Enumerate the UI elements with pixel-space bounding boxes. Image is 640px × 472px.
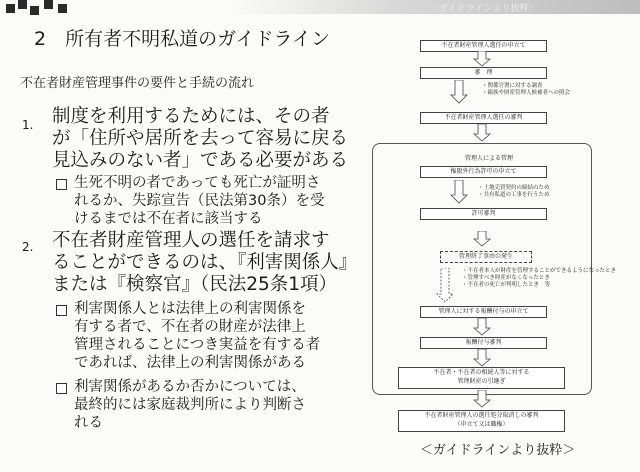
- flow-arrow-icon: [450, 80, 468, 104]
- flow-arrow-icon: [473, 124, 491, 142]
- header-band-text: 〈ガイドラインより抜粋〉: [430, 4, 538, 14]
- figure-caption: ＜ガイドラインより抜粋＞: [420, 443, 576, 458]
- item-number: 2.: [22, 240, 34, 254]
- flow-arrow-icon: [436, 268, 454, 304]
- flow-step-termination-event: 管理終了事由の発生: [440, 251, 532, 263]
- sub-item-text: 利害関係があるか否かについては、 最終的には家庭裁判所により判断さ れる: [74, 379, 306, 431]
- page-title: 2 所有者不明私道のガイドライン: [34, 28, 330, 50]
- flow-step-revocation: 不在者財産管理人の選任処分取消しの審判 （申立て又は職権）: [398, 410, 565, 432]
- item-number: 1.: [22, 118, 34, 132]
- flow-step-review: 審 理: [420, 67, 547, 79]
- flow-step-application: 不在者財産管理人選任の申立て: [420, 40, 547, 52]
- item-text: 制度を利用するためには、その者 が「住所や居所を去って容易に戻る 見込みのない者」である必要がある: [52, 106, 349, 171]
- flow-arrow-icon: [473, 349, 491, 367]
- flow-arrow-icon: [450, 180, 468, 204]
- flow-group-label: 管理人による管理: [465, 155, 514, 162]
- flow-step-fee-granted: 報酬付与審判: [420, 337, 547, 349]
- flow-step-permission-granted: 許可審判: [420, 208, 547, 220]
- flow-arrow-icon: [473, 318, 491, 336]
- checkbox-bullet: [56, 305, 67, 316]
- checkbox-bullet: [56, 179, 67, 190]
- flow-step-permission-request: 権限外行為許可の申立て: [420, 166, 547, 178]
- flow-note-termination: ・不在者本人が財産を管理することができるようになったとき ・管理すべき財産がなくなったとき ・不在者の死亡が判明したとき 等: [462, 268, 617, 288]
- flow-note-review: ・関係官署に対する調査 ・親族や財産管理人候補者への照会: [482, 83, 571, 96]
- flow-arrow-icon: [473, 231, 491, 247]
- sub-item-text: 生死不明の者であっても死亡が証明さ れるか、失踪宣告（民法第30条）を受 けるまでは不在者に該当する: [74, 175, 325, 227]
- corner-decoration: [0, 0, 90, 22]
- flow-step-appointment: 不在者財産管理人選任の審判: [420, 112, 547, 124]
- flow-arrow-icon: [473, 51, 491, 67]
- checkbox-bullet: [56, 383, 67, 394]
- flow-step-fee-request: 管理人に対する報酬付与の申立て: [420, 306, 547, 318]
- flow-arrow-icon: [473, 390, 491, 408]
- item-text: 不在者財産管理人の選任を請求す ることができるのは、『利害関係人』 または『検察官』（民法25条1項）: [52, 230, 358, 295]
- page-subtitle: 不在者財産管理事件の要件と手続の流れ: [20, 76, 255, 91]
- flow-step-handover: 不在者・不在者の相続人等に対する 管理財産の引継ぎ: [398, 367, 565, 389]
- flow-note-permission: ・土地売買契約の締結のため ・共有私道の工事を行うため: [478, 185, 550, 198]
- sub-item-text: 利害関係人とは法律上の利害関係を 有する者で、不在者の財産が法律上 管理されることにつき実益を有する者 であれば、法律上の利害関係がある: [74, 301, 321, 371]
